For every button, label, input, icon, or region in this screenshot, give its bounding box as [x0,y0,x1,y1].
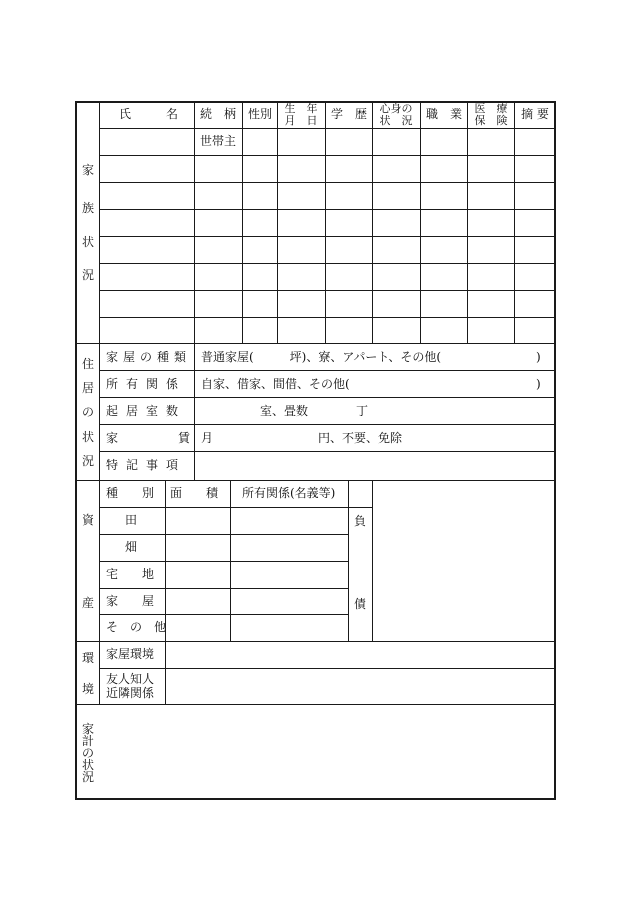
environment-section-label-bottom: 境 [81,682,94,696]
asset-row-land: 宅 地 [106,567,155,581]
header-occupation: 職 業 [425,107,463,121]
family-col-line [325,101,326,344]
family-section-label-2: 族 [81,201,94,215]
asset-row-other: そ の 他 [106,620,167,634]
rent-label-2: 賃 [178,431,191,445]
housing-section-label-1: 住 [81,357,94,371]
family-section-label-1: 家 [81,163,94,177]
header-name-1: 氏 [119,107,132,121]
family-col-line [514,101,515,344]
neighbors-label-top: 友人知人 [106,672,155,686]
header-education: 学 歴 [330,107,368,121]
room-count-label: 起居室数 [106,404,187,418]
budget-section-label-2: 計 [81,734,94,748]
family-col-line [242,101,243,344]
section-line-family-housing [75,343,555,344]
family-row-line [99,182,555,183]
room-count-value: 室、畳数 丁 [260,404,369,418]
family-row-line [99,155,555,156]
frame-bottom [75,798,556,800]
assets-row-line [99,507,373,508]
header-birth-bottom: 月 日 [284,114,318,127]
environment-col-line [165,641,166,705]
budget-section-label-1: 家 [81,722,94,736]
frame-right [554,101,556,799]
family-row-line [99,290,555,291]
rent-label-1: 家 [106,431,119,445]
header-birth-top: 生 年 [284,102,318,115]
family-row-line [99,209,555,210]
frame-left [75,101,77,799]
header-name-2: 名 [166,107,179,121]
budget-section-label-5: 況 [81,770,94,784]
family-row-line [99,128,555,129]
assets-row-line [99,561,348,562]
header-remarks: 摘 要 [521,107,549,121]
family-row-line [99,263,555,264]
housing-type-label: 家屋の種類 [106,350,192,364]
assets-row-line [99,534,348,535]
debt-label-top: 負 [353,514,366,528]
ownership-label: 所有関係 [106,377,187,391]
assets-row-line [99,614,348,615]
ownership-end: ) [536,377,541,391]
debt-label-bottom: 債 [353,597,366,611]
special-notes-label: 特記事項 [106,458,187,472]
family-col-line [372,101,373,344]
header-health-top: 心身の [379,102,413,115]
housing-type-end: ) [536,350,541,364]
header-insurance-top: 医 療 [474,102,508,115]
header-sex: 性別 [247,107,273,121]
environment-section-label-top: 環 [81,651,94,665]
section-line-environment-budget [75,704,555,705]
assets-col-line [165,480,166,642]
housing-col-line [194,343,195,481]
housing-section-label-2: 居 [81,381,94,395]
housing-section-label-3: の [81,405,94,419]
asset-row-house: 家 屋 [106,594,155,608]
family-row-line [99,236,555,237]
rent-value-yen: 円、不要、免除 [318,431,403,445]
housing-section-label-5: 況 [81,454,94,468]
environment-row-line [99,668,555,669]
assets-header-ownership: 所有関係(名義等) [242,486,336,500]
family-section-label-3: 状 [81,235,94,249]
family-col-line [277,101,278,344]
assets-col-line [230,480,231,642]
header-insurance-bottom: 保 険 [474,114,508,127]
assets-header-kind: 種 別 [106,486,155,500]
family-row-line [99,317,555,318]
asset-row-field: 田 [125,513,138,527]
header-relation: 続 柄 [199,107,237,121]
family-section-label-4: 況 [81,268,94,282]
housing-row-line [99,451,555,452]
family-col-line [420,101,421,344]
assets-section-label-top: 資 [81,513,94,527]
assets-row-line [99,588,348,589]
housing-row-line [99,370,555,371]
budget-section-label-4: 状 [81,758,94,772]
family-col-line [467,101,468,344]
head-of-household: 世帯主 [200,134,237,148]
housing-row-line [99,424,555,425]
asset-row-farm: 畑 [125,540,138,554]
rent-value-month: 月 [201,431,214,445]
housing-section-label-4: 状 [81,430,94,444]
housing-type-value: 普通家屋( 坪)、寮、アパート、その他( [201,350,442,364]
assets-col-line [372,480,373,642]
neighbors-label-bottom: 近隣関係 [106,686,155,700]
section-line-assets-environment [75,641,555,642]
header-health-bottom: 状 況 [379,114,413,127]
family-col-line [194,101,195,344]
housing-row-line [99,397,555,398]
assets-col-line [348,480,349,642]
assets-section-label-bottom: 産 [81,596,94,610]
assets-header-area: 面 積 [170,486,219,500]
section-line-housing-assets [75,480,555,481]
house-environment-label: 家屋環境 [106,647,155,661]
budget-section-label-3: の [81,746,94,760]
ownership-value: 自家、借家、間借、その他( [201,377,350,391]
